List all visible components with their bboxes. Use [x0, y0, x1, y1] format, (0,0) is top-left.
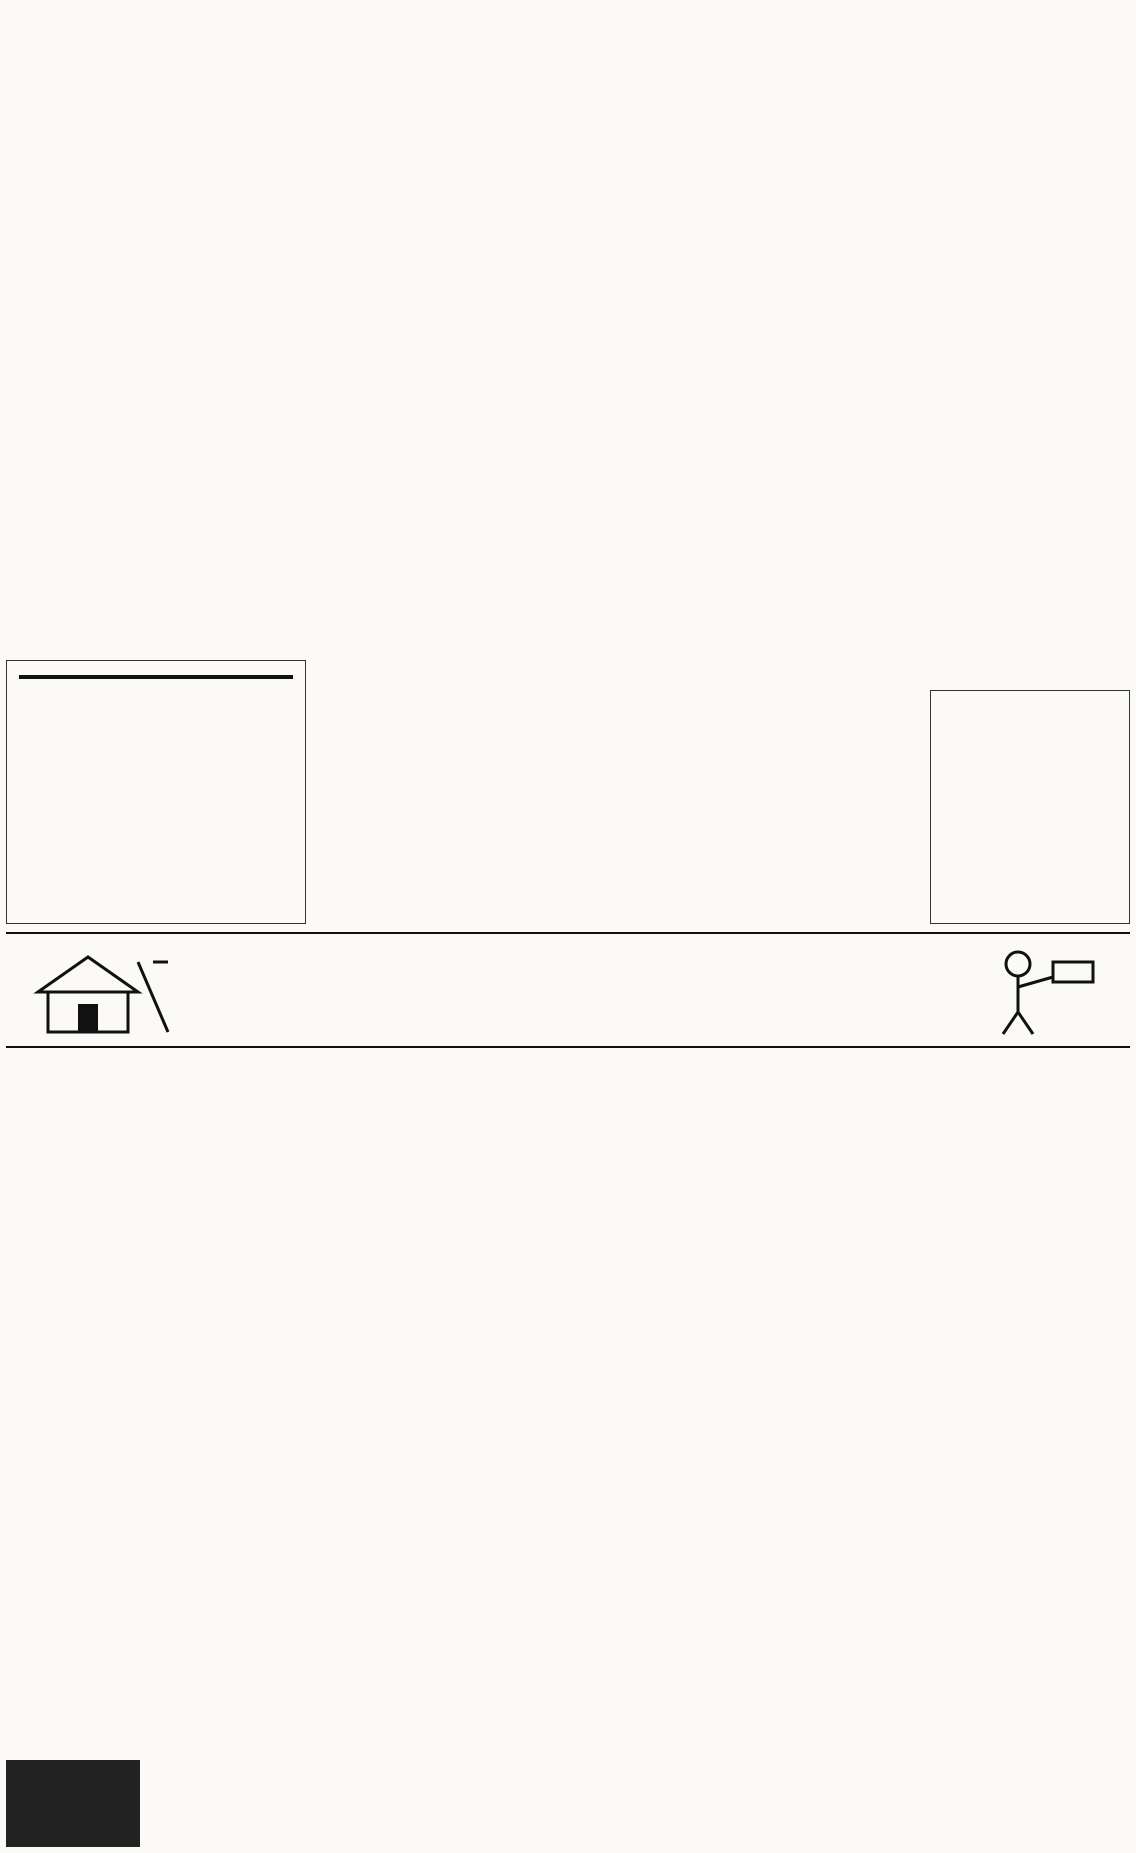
- oriental-gardens-ad: [6, 1760, 140, 1847]
- blue-grass-farms-ad: [930, 690, 1130, 924]
- masthead: [0, 0, 1136, 22]
- secretary-career-ad: [6, 660, 306, 924]
- worker-illustration-icon: [958, 942, 1118, 1038]
- house-illustration-icon: [18, 942, 178, 1038]
- secretary-ad-header: [19, 675, 293, 679]
- home-service-guide-banner: [6, 932, 1130, 1048]
- home-service-guide-listings: [6, 1052, 1130, 1847]
